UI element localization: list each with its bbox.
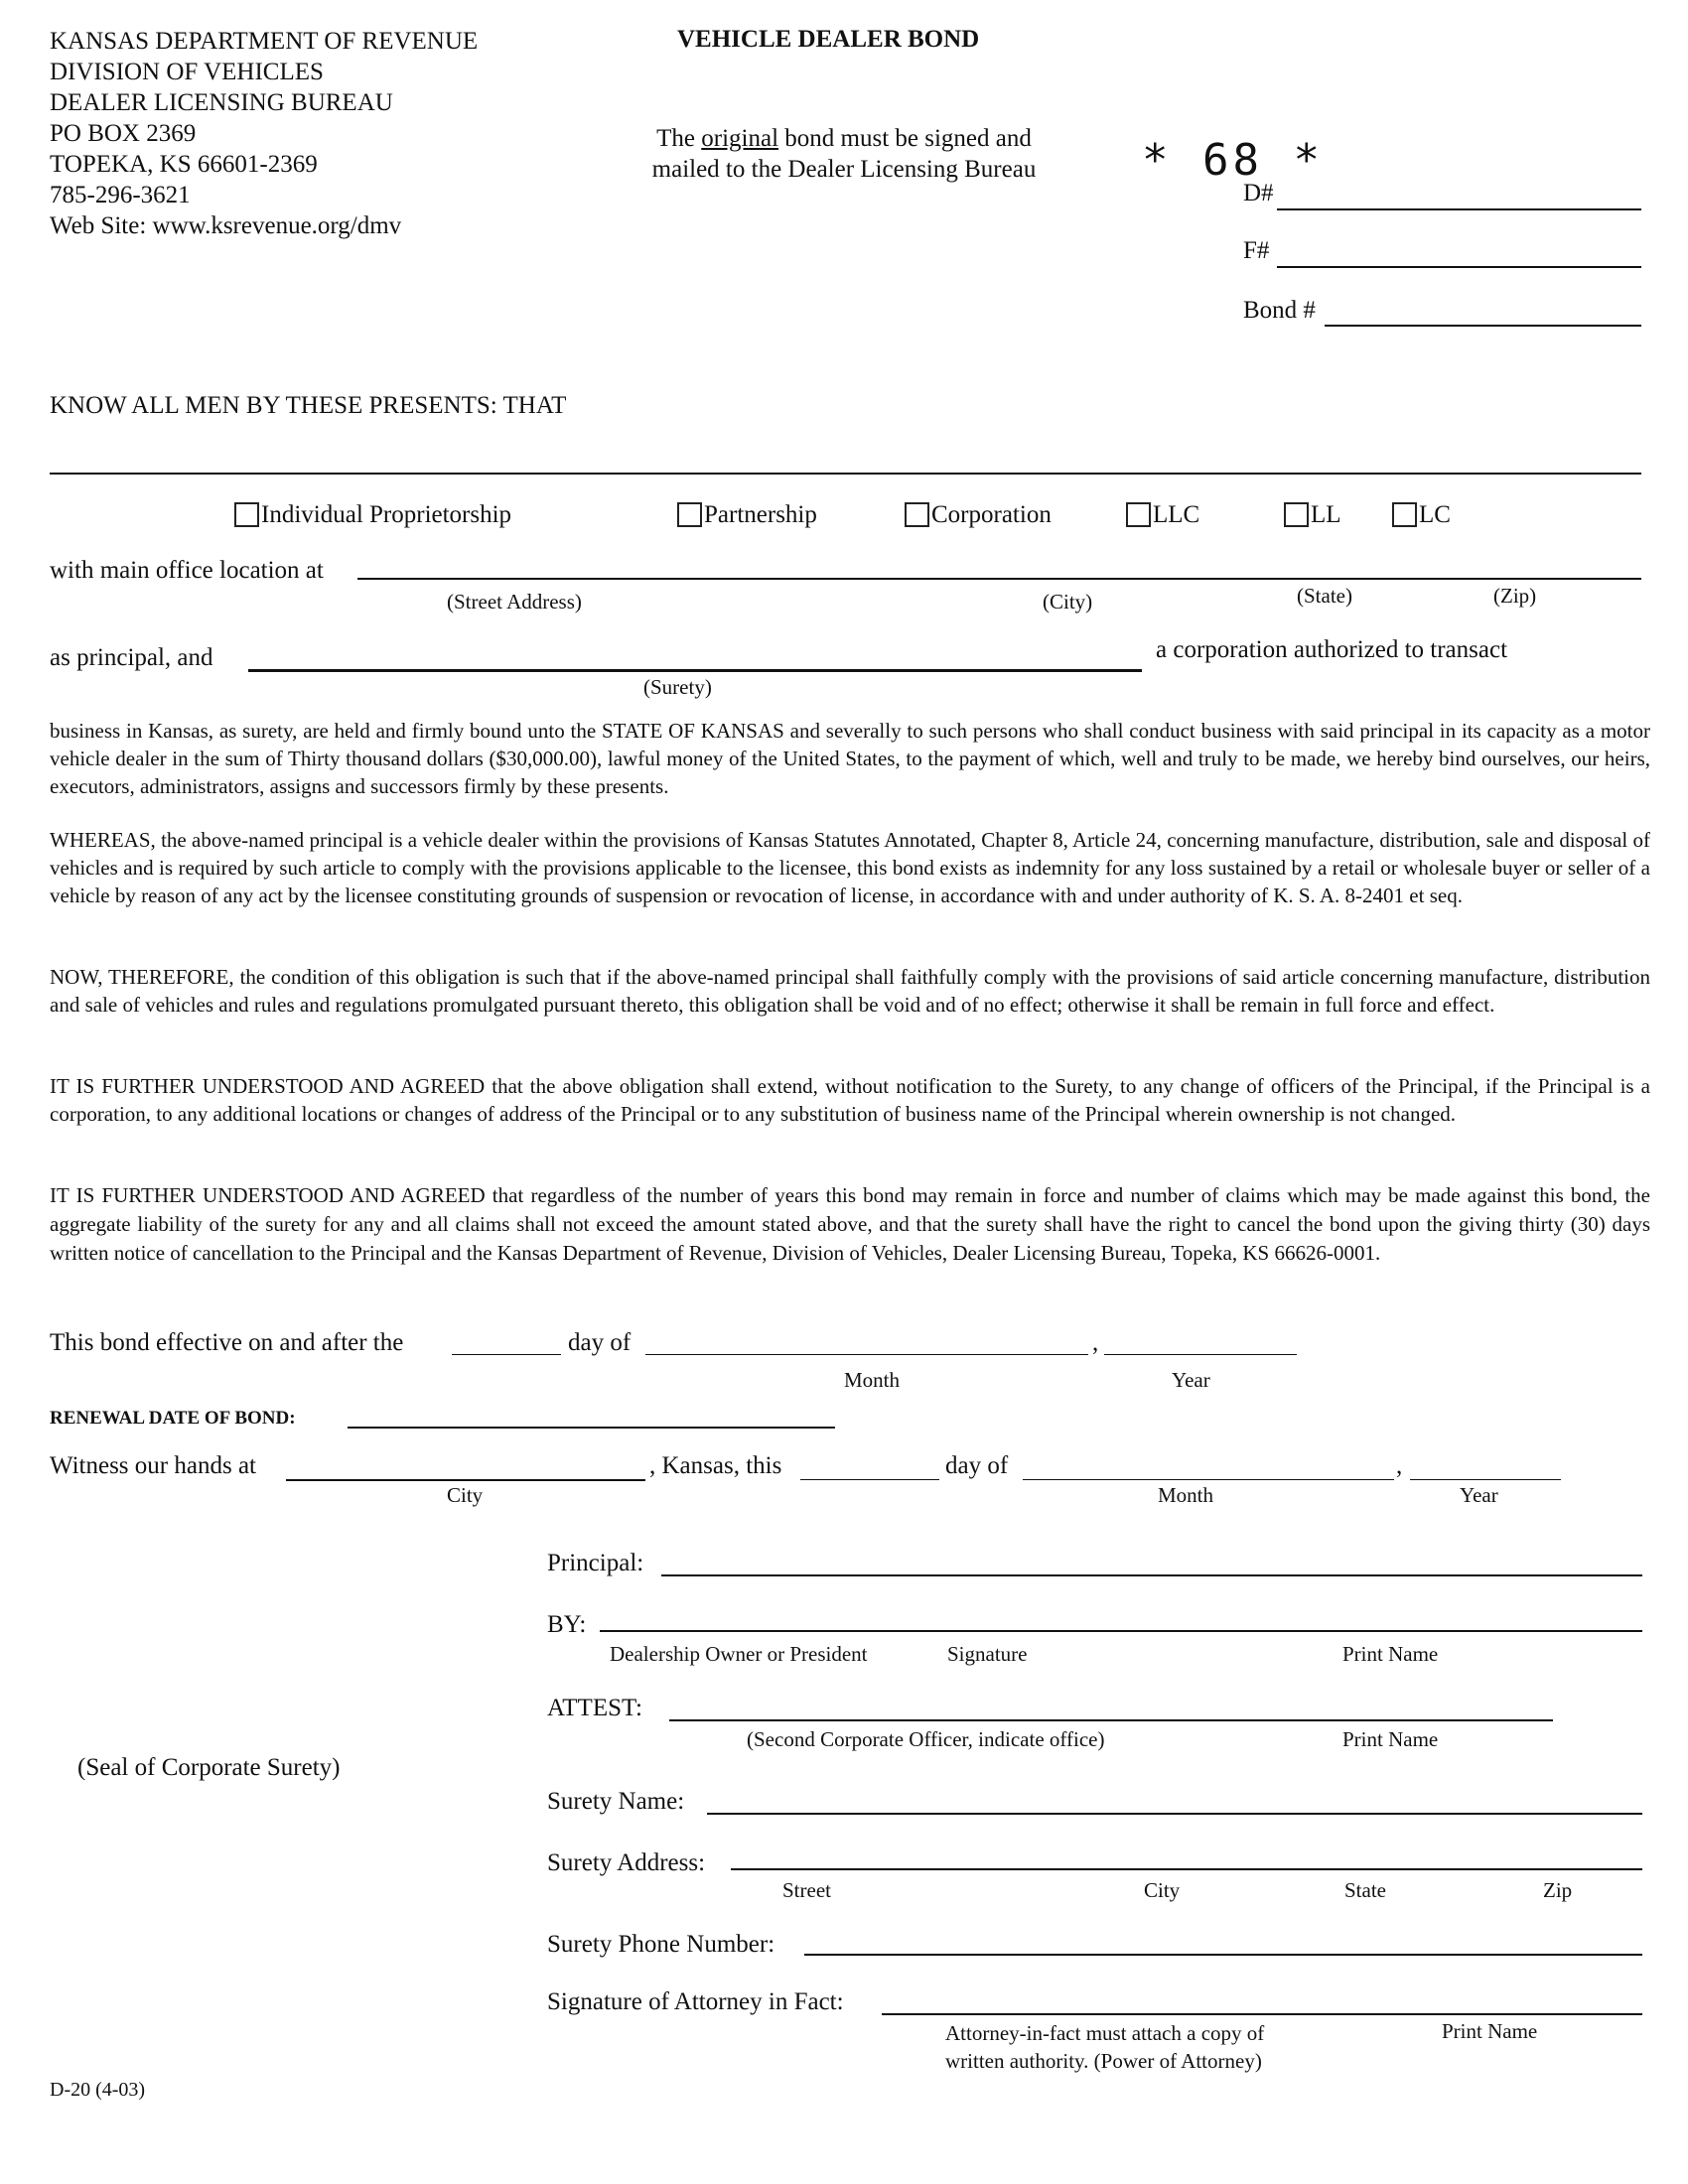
as-principal-label: as principal, and <box>50 644 213 671</box>
witness-lead: Witness our hands at <box>50 1452 256 1479</box>
attest-label: ATTEST: <box>547 1695 642 1721</box>
state-caption: (State) <box>1297 584 1352 608</box>
stamp-number: * 68 * <box>1142 135 1324 186</box>
surety-address-field[interactable] <box>731 1868 1642 1870</box>
witness-comma: , <box>1396 1452 1403 1479</box>
principal-name-field[interactable] <box>50 473 1641 475</box>
witness-kansas-text: , Kansas, this <box>649 1452 782 1479</box>
checkbox-corporation[interactable] <box>905 502 929 527</box>
renewal-date-field[interactable] <box>348 1427 835 1429</box>
attorney-signature-field[interactable] <box>882 2013 1642 2015</box>
bond-number-label: Bond # <box>1243 297 1316 324</box>
f-number-label: F# <box>1243 237 1270 264</box>
checkbox-ll[interactable] <box>1284 502 1309 527</box>
agency-line: Web Site: www.ksrevenue.org/dmv <box>50 212 402 239</box>
witness-month-field[interactable] <box>1023 1479 1394 1480</box>
city-caption: (City) <box>1043 590 1093 614</box>
effective-month-caption: Month <box>844 1368 901 1392</box>
agency-line: TOPEKA, KS 66601-2369 <box>50 151 318 178</box>
bond-paragraph: business in Kansas, as surety, are held and firmly bound unto the STATE OF KANSAS and severally to such persons who shall conduct business with said principal in its capacity as a motor vehicle dealer in the sum of Thirty thousand dollars ($30,000.00), lawful money of the United States, to the payment of which, well and truly to be made, we hereby bind ourselves, our heirs, executors, administrators, assigns and successors firmly by these presents. <box>50 719 1650 798</box>
attest-signature-field[interactable] <box>669 1719 1553 1721</box>
submission-note: The original bond must be signed and mailed to the Dealer Licensing Bureau <box>651 125 1037 183</box>
entity-type-label: Corporation <box>931 501 1052 528</box>
by-caption-signature: Signature <box>947 1642 1028 1666</box>
witness-year-caption: Year <box>1460 1483 1498 1507</box>
attorney-print-name-caption: Print Name <box>1442 2019 1538 2043</box>
surety-phone-label: Surety Phone Number: <box>547 1931 775 1958</box>
surety-city-caption: City <box>1144 1878 1181 1902</box>
further-agreed-paragraph-2: IT IS FURTHER UNDERSTOOD AND AGREED that regardless of the number of years this bond may remain in force and number of claims which may be made against this bond, the aggregate liability of the surety for any and all claims shall not exceed the amount stated above, and that the surety shall have the right to cancel the bond upon the giving thirty (30) days written notice of cancellation to the Principal and the Kansas Department of Revenue, Division of Vehicles, Dealer Licensing Bureau, Topeka, KS 66626-0001. <box>50 1183 1650 1265</box>
form-title: VEHICLE DEALER BOND <box>677 26 980 53</box>
witness-month-caption: Month <box>1158 1483 1214 1507</box>
surety-address-label: Surety Address: <box>547 1849 706 1876</box>
attest-caption-print-name: Print Name <box>1342 1727 1439 1751</box>
effective-comma: , <box>1092 1329 1099 1356</box>
surety-zip-caption: Zip <box>1543 1878 1573 1902</box>
attorney-signature-label: Signature of Attorney in Fact: <box>547 1988 844 2015</box>
agency-line: DEALER LICENSING BUREAU <box>50 89 393 116</box>
surety-name-field[interactable] <box>707 1813 1642 1815</box>
witness-city-caption: City <box>447 1483 484 1507</box>
checkbox-llc[interactable] <box>1126 502 1151 527</box>
now-therefore-paragraph: NOW, THEREFORE, the condition of this obligation is such that if the above-named principal shall faithfully comply with the provisions of said article concerning manufacture, distribution and sale of vehicles and rules and regulations promulgated pursuant thereto, this obligation shall be void and of no effect; otherwise it shall be remain in full force and effect. <box>50 965 1650 1017</box>
surety-name-label: Surety Name: <box>547 1788 685 1815</box>
by-caption-owner: Dealership Owner or President <box>610 1642 868 1666</box>
agency-line: DIVISION OF VEHICLES <box>50 59 324 85</box>
checkbox-partnership[interactable] <box>677 502 702 527</box>
street-address-caption: (Street Address) <box>447 590 582 614</box>
entity-type-label: LC <box>1419 501 1451 528</box>
surety-street-caption: Street <box>782 1878 831 1902</box>
by-signature-field[interactable] <box>600 1630 1642 1632</box>
agency-line: KANSAS DEPARTMENT OF REVENUE <box>50 28 479 55</box>
d-number-label: D# <box>1243 180 1274 206</box>
checkbox-lc[interactable] <box>1392 502 1417 527</box>
witness-day-field[interactable] <box>800 1479 939 1480</box>
entity-type-label: LLC <box>1153 501 1200 528</box>
renewal-label: RENEWAL DATE OF BOND: <box>50 1408 296 1429</box>
whereas-paragraph: WHEREAS, the above-named principal is a vehicle dealer within the provisions of Kansas Statutes Annotated, Chapter 8, Article 24, concerning manufacture, distribution, sale and disposal of vehicles and is required by such article to comply with the provisions applicable to the licensee, this bond exists as indemnity for any loss sustained by a retail or wholesale buyer or seller of a vehicle by reason of any act by the licensee constituting grounds of suspension or revocation of license, in accordance with and under authority of K. S. A. 8-2401 et seq. <box>50 828 1650 907</box>
form-code: D-20 (4-03) <box>50 2079 146 2101</box>
witness-city-field[interactable] <box>286 1479 645 1481</box>
principal-signature-label: Principal: <box>547 1550 644 1576</box>
agency-line: 785-296-3621 <box>50 182 191 208</box>
surety-state-caption: State <box>1344 1878 1386 1902</box>
witness-year-field[interactable] <box>1410 1479 1561 1480</box>
entity-type-label: Partnership <box>704 501 817 528</box>
bond-number-field[interactable] <box>1325 325 1641 327</box>
attorney-note: Attorney-in-fact must attach a copy of written authority. (Power of Attorney) <box>945 2021 1265 2073</box>
by-label: BY: <box>547 1611 587 1638</box>
effective-year-caption: Year <box>1172 1368 1210 1392</box>
main-office-address-field[interactable] <box>357 578 1641 580</box>
agency-line: PO BOX 2369 <box>50 120 197 147</box>
attest-caption-officer: (Second Corporate Officer, indicate office) <box>747 1727 1105 1751</box>
effective-month-field[interactable] <box>645 1354 1088 1355</box>
entity-type-label: Individual Proprietorship <box>261 501 512 528</box>
effective-day-of: day of <box>568 1329 632 1356</box>
seal-caption: (Seal of Corporate Surety) <box>77 1754 341 1781</box>
zip-caption: (Zip) <box>1493 584 1537 608</box>
surety-caption: (Surety) <box>643 675 712 699</box>
further-agreed-paragraph-1: IT IS FURTHER UNDERSTOOD AND AGREED that the above obligation shall extend, without notification to the Surety, to any change of officers of the Principal, if the Principal is a corporation, to any additional locations or changes of address of the Principal or to any substitution of business name of the Principal wherein ownership is not changed. <box>50 1074 1650 1126</box>
principal-signature-field[interactable] <box>661 1574 1642 1576</box>
intro-text: KNOW ALL MEN BY THESE PRESENTS: THAT <box>50 392 567 419</box>
witness-day-of: day of <box>945 1452 1009 1479</box>
entity-type-label: LL <box>1311 501 1341 528</box>
agency-block <box>50 26 478 241</box>
effective-lead: This bond effective on and after the <box>50 1329 404 1356</box>
surety-company-field[interactable] <box>248 669 1142 672</box>
d-number-field[interactable] <box>1277 208 1641 210</box>
surety-phone-field[interactable] <box>804 1954 1642 1956</box>
original-word: original <box>701 125 779 152</box>
effective-year-field[interactable] <box>1104 1354 1297 1355</box>
authorized-text: a corporation authorized to transact <box>1156 636 1508 663</box>
f-number-field[interactable] <box>1277 266 1641 268</box>
by-caption-print-name: Print Name <box>1342 1642 1439 1666</box>
main-office-label: with main office location at <box>50 557 324 584</box>
effective-day-field[interactable] <box>452 1354 561 1355</box>
checkbox-individual-proprietorship[interactable] <box>234 502 259 527</box>
